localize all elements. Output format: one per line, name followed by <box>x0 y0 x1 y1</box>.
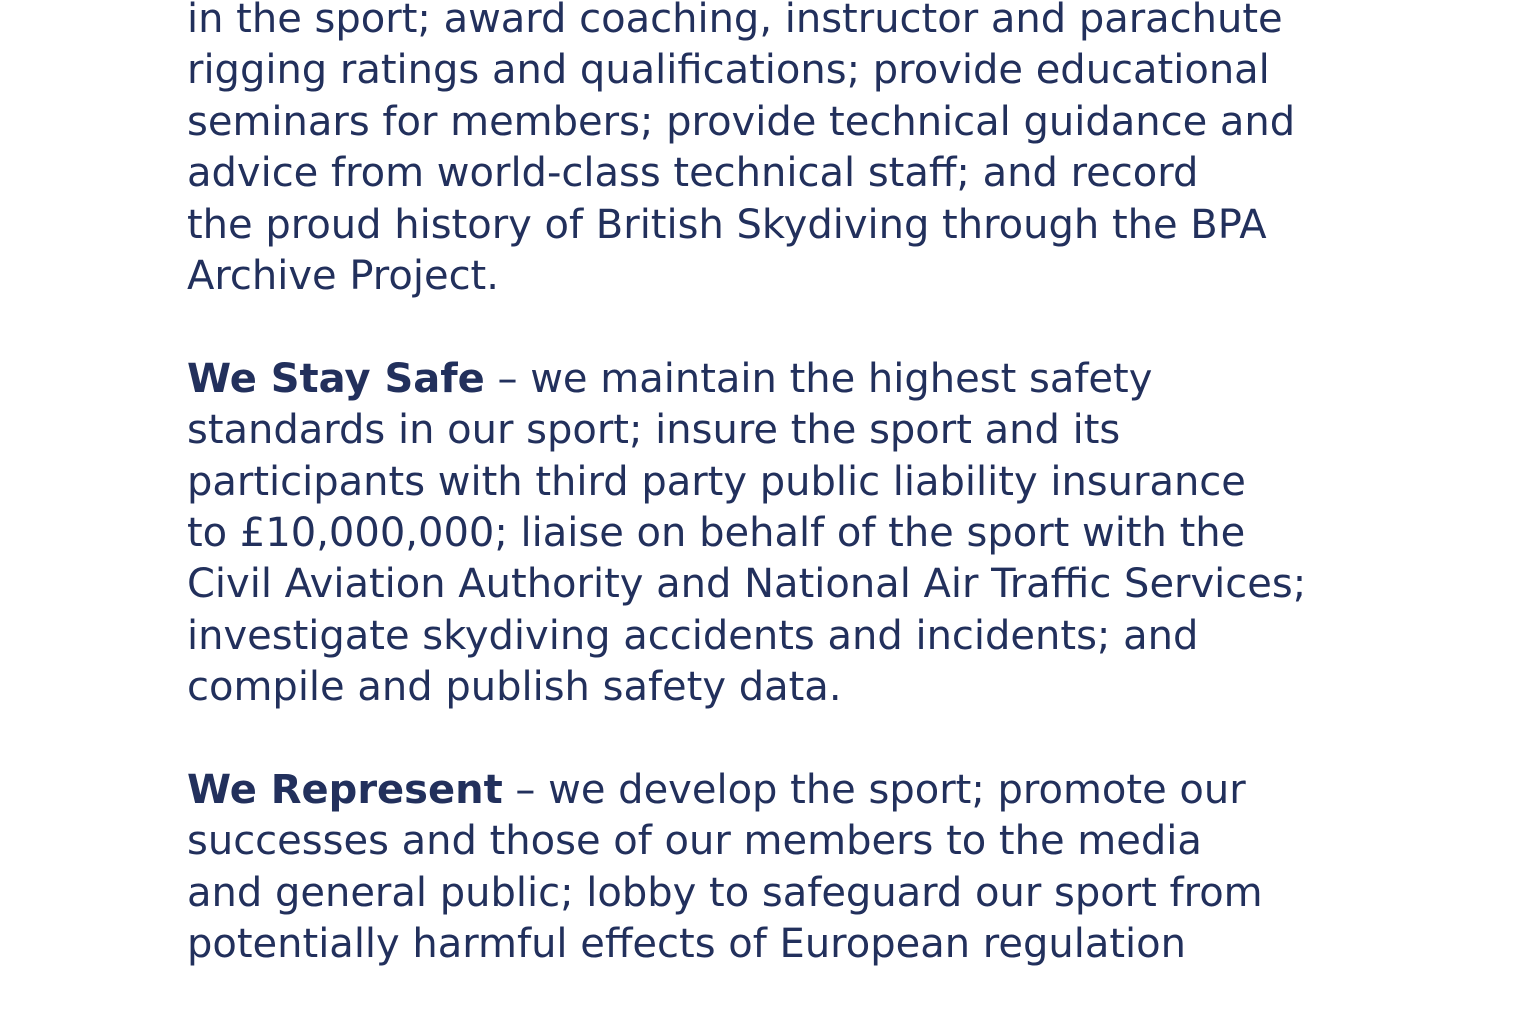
paragraph-training-intro <box>187 0 1347 302</box>
article-body <box>187 0 1347 1022</box>
paragraph-heading: We Stay Safe <box>187 355 485 402</box>
paragraph-we-stay-safe <box>187 354 1347 714</box>
paragraph-we-represent <box>187 765 1347 971</box>
paragraph-body: in the sport; award coaching, instructor and parachute rigging ratings and qualifications; provide educational seminars for members; provide technical guidance and advice from world-class technical staff; and record the proud history of British Skydiving through the BPA Archive Project. <box>187 0 1296 300</box>
paragraph-body: – we maintain the highest safety standards in our sport; insure the sport and its participants with third party public liability insurance to £10,000,000; liaise on behalf of the sport with the Civil Aviation Authority and National Air Traffic Services; investigate skydiving accidents and incidents; and compile and publish safety data. <box>187 355 1307 711</box>
paragraph-body: – we develop the sport; promote our successes and those of our members to the media and general public; lobby to safeguard our sport from potentially harmful effects of European regulation <box>187 767 1263 968</box>
paragraph-heading: We Represent <box>187 767 503 814</box>
